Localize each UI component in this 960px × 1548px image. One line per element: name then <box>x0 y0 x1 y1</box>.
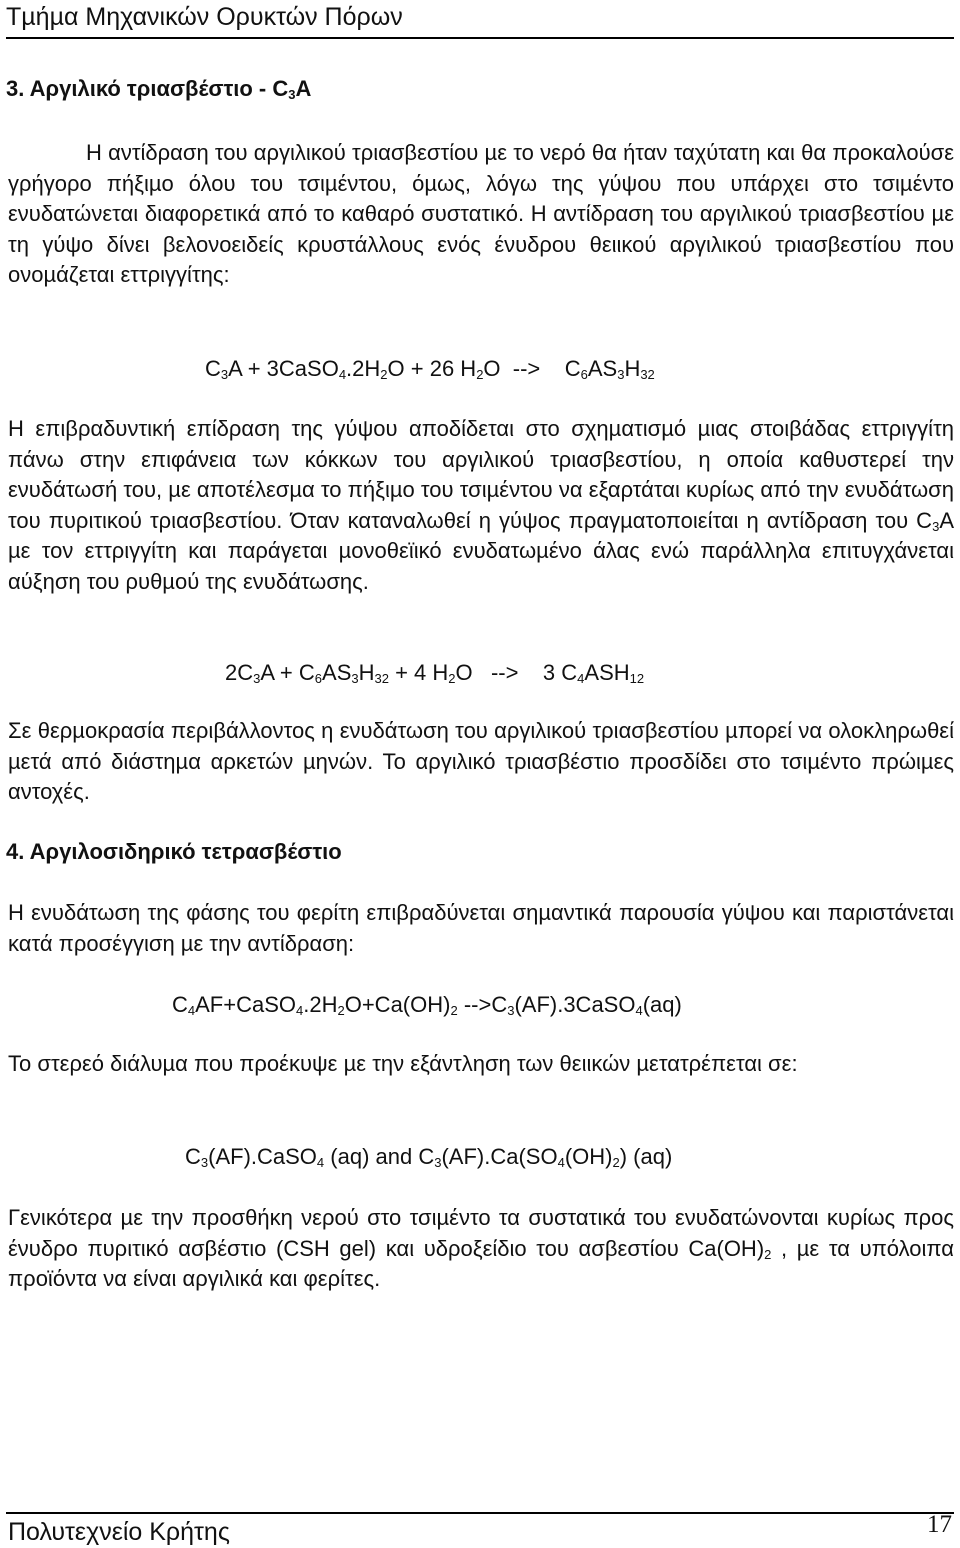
section-3-paragraph-3: Σε θερµοκρασία περιβάλλοντος η ενυδάτωση του αργιλικού τριασβεστίου µπορεί να ολοκληρωθεί µετά από διάστηµα αρκετών µηνών. Το αργιλικό τριασβέστιο προσδίδει στο τσιµέντο πρώιµες αντοχές. <box>8 718 954 804</box>
equation-monosulfate-formation: $2C_3A + C_6AS_3H_{32} + 4$ $H_2O$ --> 3 $C_4ASH_{12}$ <box>225 660 645 686</box>
equation-solid-solution: $C_3(AF).CaSO_4$ (aq) and $C_3(AF).Ca(SO_4(OH)_2)$ (aq) <box>185 1144 673 1170</box>
page-number: 17 <box>927 1511 952 1538</box>
section-3-heading: 3. Αργιλικό τριασβέστιο - $C_3A$ <box>6 76 312 102</box>
section-4-paragraph-3: Γενικότερα µε την προσθήκη νερού στο τσιµέντο τα συστατικά του ενυδατώνονται κυρίως προς ένυδρο πυριτικό ασβέστιο (CSH gel) και υδροξείδιο του ασβεστίου $Ca(OH)_2$ , µε τα υπόλοιπα προϊόντα να είναι αργιλικά και φερίτες. <box>8 1205 955 1291</box>
equation-ettringite-formation: $C_3A$ + $3CaSO_4.2H_2O + 26$ $H_2O$ --> $C_6AS_3H_{32}$ <box>205 356 655 382</box>
header-divider <box>6 37 954 39</box>
page-header-title: Τµήµα Μηχανικών Ορυκτών Πόρων <box>6 3 403 31</box>
section-3-paragraph-2: Η επιβραδυντική επίδραση της γύψου αποδίδεται στο σχηµατισµό µιας στοιβάδας εττριγγίτη πάνω στην επιφάνεια των κόκκων του αργιλικού τριασβεστίου, η οποία καθυστερεί την ενυδάτωσή του, µε αποτέλεσµα το πήξιµο του τσιµέντου να εξαρτάται κυρίως από την ενυδάτωση του πυριτικού τριασβεστίου. Όταν καταναλωθεί η γύψος πραγµατοποιείται η αντίδραση του $C_3A$ µε τον εττριγγίτη και παράγεται µονοθεϊικό ενυδατωµένο άλας ενώ παράλληλα επιτυγχάνεται αύξηση του ρυθµού της ενυδάτωσης. <box>8 416 954 594</box>
section-4-heading: 4. Αργιλοσιδηρικό τετρασβέστιο <box>6 839 342 864</box>
equation-ferrite-hydration: $C_4AF+CaSO_4.2H_2O+Ca(OH)_2$ $-->C_3(AF).3CaSO_4(aq)$ <box>172 992 682 1018</box>
section-3-paragraph-1: Η αντίδραση του αργιλικού τριασβεστίου µε το νερό θα ήταν ταχύτατη και θα προκαλούσε γρήγορο πήξιµο όλου του τσιµέντου, όµως, λόγω της γύψου που υπάρχει στο τσιµέντο ενυδατώνεται διαφορετικά από το καθαρό συστατικό. Η αντίδραση του αργιλικού τριασβεστίου µε τη γύψο δίνει βελονοειδείς κρυστάλλους ενός ένυδρου θειικού αργιλικού τριασβεστίου που ονοµάζεται εττριγγίτης: <box>8 140 954 287</box>
footer-divider <box>6 1512 954 1514</box>
section-4-paragraph-2: Το στερεό διάλυµα που προέκυψε µε την εξάντληση των θειικών µετατρέπεται σε: <box>8 1051 798 1076</box>
footer-institution: Πολυτεχνείο Κρήτης <box>8 1518 230 1546</box>
section-4-paragraph-1: Η ενυδάτωση της φάσης του φερίτη επιβραδύνεται σηµαντικά παρουσία γύψου και παριστάνεται κατά προσέγγιση µε την αντίδραση: <box>8 900 954 956</box>
